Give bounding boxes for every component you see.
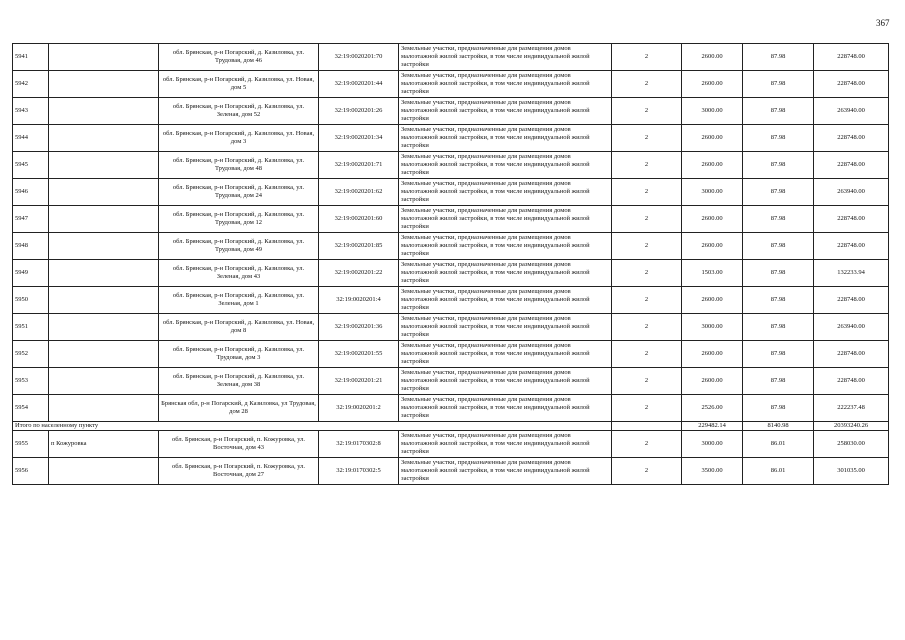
land-valuation-table xyxy=(12,43,889,485)
land-purpose: Земельные участки, предназначенные для размещения домов малоэтажной жилой застройки, в том числе индивидуальной жилой застройки xyxy=(399,233,612,260)
cadastral-value: 258030.00 xyxy=(814,431,889,458)
address-cell: обл. Брянская, р-н Погарский, д. Казиловка, ул. Трудовая, дом 24 xyxy=(159,179,319,206)
locality-name xyxy=(49,287,159,314)
row-number: 5941 xyxy=(13,44,49,71)
cadastral-rate: 87.98 xyxy=(743,368,814,395)
row-number: 5948 xyxy=(13,233,49,260)
area-value: 2600.00 xyxy=(682,233,743,260)
table-row xyxy=(13,314,889,341)
cadastral-rate: 87.98 xyxy=(743,71,814,98)
land-purpose: Земельные участки, предназначенные для размещения домов малоэтажной жилой застройки, в том числе индивидуальной жилой застройки xyxy=(399,152,612,179)
row-number: 5943 xyxy=(13,98,49,125)
total-section xyxy=(13,422,889,431)
locality-name xyxy=(49,206,159,233)
category-code: 2 xyxy=(612,368,682,395)
locality-name xyxy=(49,125,159,152)
locality-name xyxy=(49,368,159,395)
category-code: 2 xyxy=(612,431,682,458)
land-purpose: Земельные участки, предназначенные для размещения домов малоэтажной жилой застройки, в том числе индивидуальной жилой застройки xyxy=(399,206,612,233)
cadastral-number: 32:19:0020201:70 xyxy=(319,44,399,71)
address-cell: обл. Брянская, р-н Погарский, д. Казиловка, ул. Новая, дом 8 xyxy=(159,314,319,341)
land-purpose: Земельные участки, предназначенные для размещения домов малоэтажной жилой застройки, в том числе индивидуальной жилой застройки xyxy=(399,314,612,341)
cadastral-rate: 86.01 xyxy=(743,458,814,485)
cadastral-number: 32:19:0020201:60 xyxy=(319,206,399,233)
locality-name xyxy=(49,152,159,179)
total-rate: 8140.98 xyxy=(743,422,814,431)
address-cell: обл. Брянская, р-н Погарский, д. Казиловка, ул. Зеленая, дом 43 xyxy=(159,260,319,287)
table-row xyxy=(13,368,889,395)
area-value: 2526.00 xyxy=(682,395,743,422)
category-code: 2 xyxy=(612,71,682,98)
locality-name xyxy=(49,395,159,422)
address-cell: Брянская обл, р-н Погарский, д Казиловка, ул Трудовая, дом 28 xyxy=(159,395,319,422)
category-code: 2 xyxy=(612,44,682,71)
category-code: 2 xyxy=(612,458,682,485)
category-code: 2 xyxy=(612,233,682,260)
locality-name xyxy=(49,260,159,287)
total-category-cell xyxy=(612,422,682,431)
row-number: 5947 xyxy=(13,206,49,233)
cadastral-number: 32:19:0020201:62 xyxy=(319,179,399,206)
area-value: 2600.00 xyxy=(682,368,743,395)
cadastral-value: 228748.00 xyxy=(814,152,889,179)
locality-name xyxy=(49,179,159,206)
cadastral-rate: 87.98 xyxy=(743,233,814,260)
cadastral-number: 32:19:0020201:2 xyxy=(319,395,399,422)
land-purpose: Земельные участки, предназначенные для размещения домов малоэтажной жилой застройки, в том числе индивидуальной жилой застройки xyxy=(399,431,612,458)
cadastral-rate: 87.98 xyxy=(743,98,814,125)
row-number: 5950 xyxy=(13,287,49,314)
table-row xyxy=(13,341,889,368)
land-purpose: Земельные участки, предназначенные для размещения домов малоэтажной жилой застройки, в том числе индивидуальной жилой застройки xyxy=(399,125,612,152)
address-cell: обл. Брянская, р-н Погарский, д. Казиловка, ул. Зеленая, дом 1 xyxy=(159,287,319,314)
address-cell: обл. Брянская, р-н Погарский, д. Казиловка, ул. Новая, дом 5 xyxy=(159,71,319,98)
table-body-next-locality xyxy=(13,431,889,485)
row-number: 5945 xyxy=(13,152,49,179)
category-code: 2 xyxy=(612,341,682,368)
cadastral-number: 32:19:0020201:34 xyxy=(319,125,399,152)
cadastral-number: 32:19:0020201:85 xyxy=(319,233,399,260)
category-code: 2 xyxy=(612,179,682,206)
cadastral-rate: 87.98 xyxy=(743,314,814,341)
cadastral-value: 228748.00 xyxy=(814,44,889,71)
cadastral-value: 263940.00 xyxy=(814,98,889,125)
cadastral-rate: 87.98 xyxy=(743,260,814,287)
row-number: 5951 xyxy=(13,314,49,341)
cadastral-value: 228748.00 xyxy=(814,233,889,260)
area-value: 2600.00 xyxy=(682,206,743,233)
total-label: Итого по населенному пункту xyxy=(13,422,612,431)
cadastral-rate: 87.98 xyxy=(743,125,814,152)
locality-name xyxy=(49,458,159,485)
area-value: 3000.00 xyxy=(682,179,743,206)
land-purpose: Земельные участки, предназначенные для размещения домов малоэтажной жилой застройки, в том числе индивидуальной жилой застройки xyxy=(399,287,612,314)
area-value: 2600.00 xyxy=(682,341,743,368)
table-row xyxy=(13,458,889,485)
cadastral-value: 132233.94 xyxy=(814,260,889,287)
area-value: 1503.00 xyxy=(682,260,743,287)
cadastral-value: 228748.00 xyxy=(814,125,889,152)
table-body xyxy=(13,44,889,422)
category-code: 2 xyxy=(612,152,682,179)
page-number: 367 xyxy=(876,18,890,28)
total-row xyxy=(13,422,889,431)
land-purpose: Земельные участки, предназначенные для размещения домов малоэтажной жилой застройки, в том числе индивидуальной жилой застройки xyxy=(399,341,612,368)
area-value: 2600.00 xyxy=(682,44,743,71)
address-cell: обл. Брянская, р-н Погарский, д. Казиловка, ул. Трудовая, дом 46 xyxy=(159,44,319,71)
cadastral-rate: 87.98 xyxy=(743,287,814,314)
row-number: 5952 xyxy=(13,341,49,368)
land-purpose: Земельные участки, предназначенные для размещения домов малоэтажной жилой застройки, в том числе индивидуальной жилой застройки xyxy=(399,44,612,71)
cadastral-rate: 87.98 xyxy=(743,341,814,368)
locality-name xyxy=(49,98,159,125)
cadastral-number: 32:19:0020201:22 xyxy=(319,260,399,287)
address-cell: обл. Брянская, р-н Погарский, д. Казиловка, ул. Трудовая, дом 3 xyxy=(159,341,319,368)
land-purpose: Земельные участки, предназначенные для размещения домов малоэтажной жилой застройки, в том числе индивидуальной жилой застройки xyxy=(399,179,612,206)
cadastral-value: 301035.00 xyxy=(814,458,889,485)
cadastral-number: 32:19:0020201:26 xyxy=(319,98,399,125)
category-code: 2 xyxy=(612,98,682,125)
row-number: 5955 xyxy=(13,431,49,458)
cadastral-rate: 87.98 xyxy=(743,395,814,422)
area-value: 3500.00 xyxy=(682,458,743,485)
row-number: 5942 xyxy=(13,71,49,98)
category-code: 2 xyxy=(612,314,682,341)
cadastral-number: 32:19:0020201:4 xyxy=(319,287,399,314)
cadastral-number: 32:19:0020201:21 xyxy=(319,368,399,395)
locality-name xyxy=(49,44,159,71)
row-number: 5949 xyxy=(13,260,49,287)
row-number: 5956 xyxy=(13,458,49,485)
address-cell: обл. Брянская, р-н Погарский, д. Казиловка, ул. Зеленая, дом 38 xyxy=(159,368,319,395)
area-value: 2600.00 xyxy=(682,287,743,314)
land-purpose: Земельные участки, предназначенные для размещения домов малоэтажной жилой застройки, в том числе индивидуальной жилой застройки xyxy=(399,368,612,395)
table-row xyxy=(13,44,889,71)
cadastral-rate: 87.98 xyxy=(743,44,814,71)
cadastral-value: 228748.00 xyxy=(814,287,889,314)
locality-name: п Кожуровка xyxy=(49,431,159,458)
total-area: 229482.14 xyxy=(682,422,743,431)
cadastral-number: 32:19:0020201:36 xyxy=(319,314,399,341)
category-code: 2 xyxy=(612,395,682,422)
table-row xyxy=(13,179,889,206)
cadastral-number: 32:19:0170302:5 xyxy=(319,458,399,485)
category-code: 2 xyxy=(612,125,682,152)
address-cell: обл. Брянская, р-н Погарский, п. Кожуровка, ул. Восточная, дом 27 xyxy=(159,458,319,485)
category-code: 2 xyxy=(612,260,682,287)
area-value: 3000.00 xyxy=(682,314,743,341)
land-purpose: Земельные участки, предназначенные для размещения домов малоэтажной жилой застройки, в том числе индивидуальной жилой застройки xyxy=(399,260,612,287)
area-value: 2600.00 xyxy=(682,71,743,98)
cadastral-number: 32:19:0170302:8 xyxy=(319,431,399,458)
cadastral-value: 228748.00 xyxy=(814,341,889,368)
category-code: 2 xyxy=(612,206,682,233)
table-row xyxy=(13,206,889,233)
table-row xyxy=(13,71,889,98)
address-cell: обл. Брянская, р-н Погарский, д. Казиловка, ул. Трудовая, дом 48 xyxy=(159,152,319,179)
address-cell: обл. Брянская, р-н Погарский, д. Казиловка, ул. Зеленая, дом 52 xyxy=(159,98,319,125)
address-cell: обл. Брянская, р-н Погарский, д. Казиловка, ул. Трудовая, дом 12 xyxy=(159,206,319,233)
row-number: 5946 xyxy=(13,179,49,206)
area-value: 3000.00 xyxy=(682,431,743,458)
address-cell: обл. Брянская, р-н Погарский, д. Казиловка, ул. Новая, дом 3 xyxy=(159,125,319,152)
locality-name xyxy=(49,314,159,341)
land-purpose: Земельные участки, предназначенные для размещения домов малоэтажной жилой застройки, в том числе индивидуальной жилой застройки xyxy=(399,395,612,422)
cadastral-rate: 87.98 xyxy=(743,206,814,233)
land-purpose: Земельные участки, предназначенные для размещения домов малоэтажной жилой застройки, в том числе индивидуальной жилой застройки xyxy=(399,71,612,98)
cadastral-value: 263940.00 xyxy=(814,314,889,341)
cadastral-number: 32:19:0020201:55 xyxy=(319,341,399,368)
table-row xyxy=(13,287,889,314)
cadastral-number: 32:19:0020201:44 xyxy=(319,71,399,98)
table-row xyxy=(13,431,889,458)
cadastral-value: 228748.00 xyxy=(814,71,889,98)
table-row xyxy=(13,152,889,179)
land-purpose: Земельные участки, предназначенные для размещения домов малоэтажной жилой застройки, в том числе индивидуальной жилой застройки xyxy=(399,458,612,485)
row-number: 5954 xyxy=(13,395,49,422)
table-row xyxy=(13,233,889,260)
total-value: 20393240.26 xyxy=(814,422,889,431)
address-cell: обл. Брянская, р-н Погарский, д. Казиловка, ул. Трудовая, дом 49 xyxy=(159,233,319,260)
table-row xyxy=(13,98,889,125)
cadastral-rate: 87.98 xyxy=(743,152,814,179)
table-row xyxy=(13,125,889,152)
cadastral-value: 222237.48 xyxy=(814,395,889,422)
cadastral-rate: 86.01 xyxy=(743,431,814,458)
cadastral-number: 32:19:0020201:71 xyxy=(319,152,399,179)
row-number: 5953 xyxy=(13,368,49,395)
table-row xyxy=(13,260,889,287)
area-value: 2600.00 xyxy=(682,125,743,152)
row-number: 5944 xyxy=(13,125,49,152)
locality-name xyxy=(49,71,159,98)
area-value: 2600.00 xyxy=(682,152,743,179)
table-row xyxy=(13,395,889,422)
address-cell: обл. Брянская, р-н Погарский, п. Кожуровка, ул. Восточная, дом 43 xyxy=(159,431,319,458)
cadastral-rate: 87.98 xyxy=(743,179,814,206)
locality-name xyxy=(49,233,159,260)
cadastral-value: 263940.00 xyxy=(814,179,889,206)
category-code: 2 xyxy=(612,287,682,314)
cadastral-value: 228748.00 xyxy=(814,368,889,395)
locality-name xyxy=(49,341,159,368)
area-value: 3000.00 xyxy=(682,98,743,125)
land-purpose: Земельные участки, предназначенные для размещения домов малоэтажной жилой застройки, в том числе индивидуальной жилой застройки xyxy=(399,98,612,125)
cadastral-value: 228748.00 xyxy=(814,206,889,233)
